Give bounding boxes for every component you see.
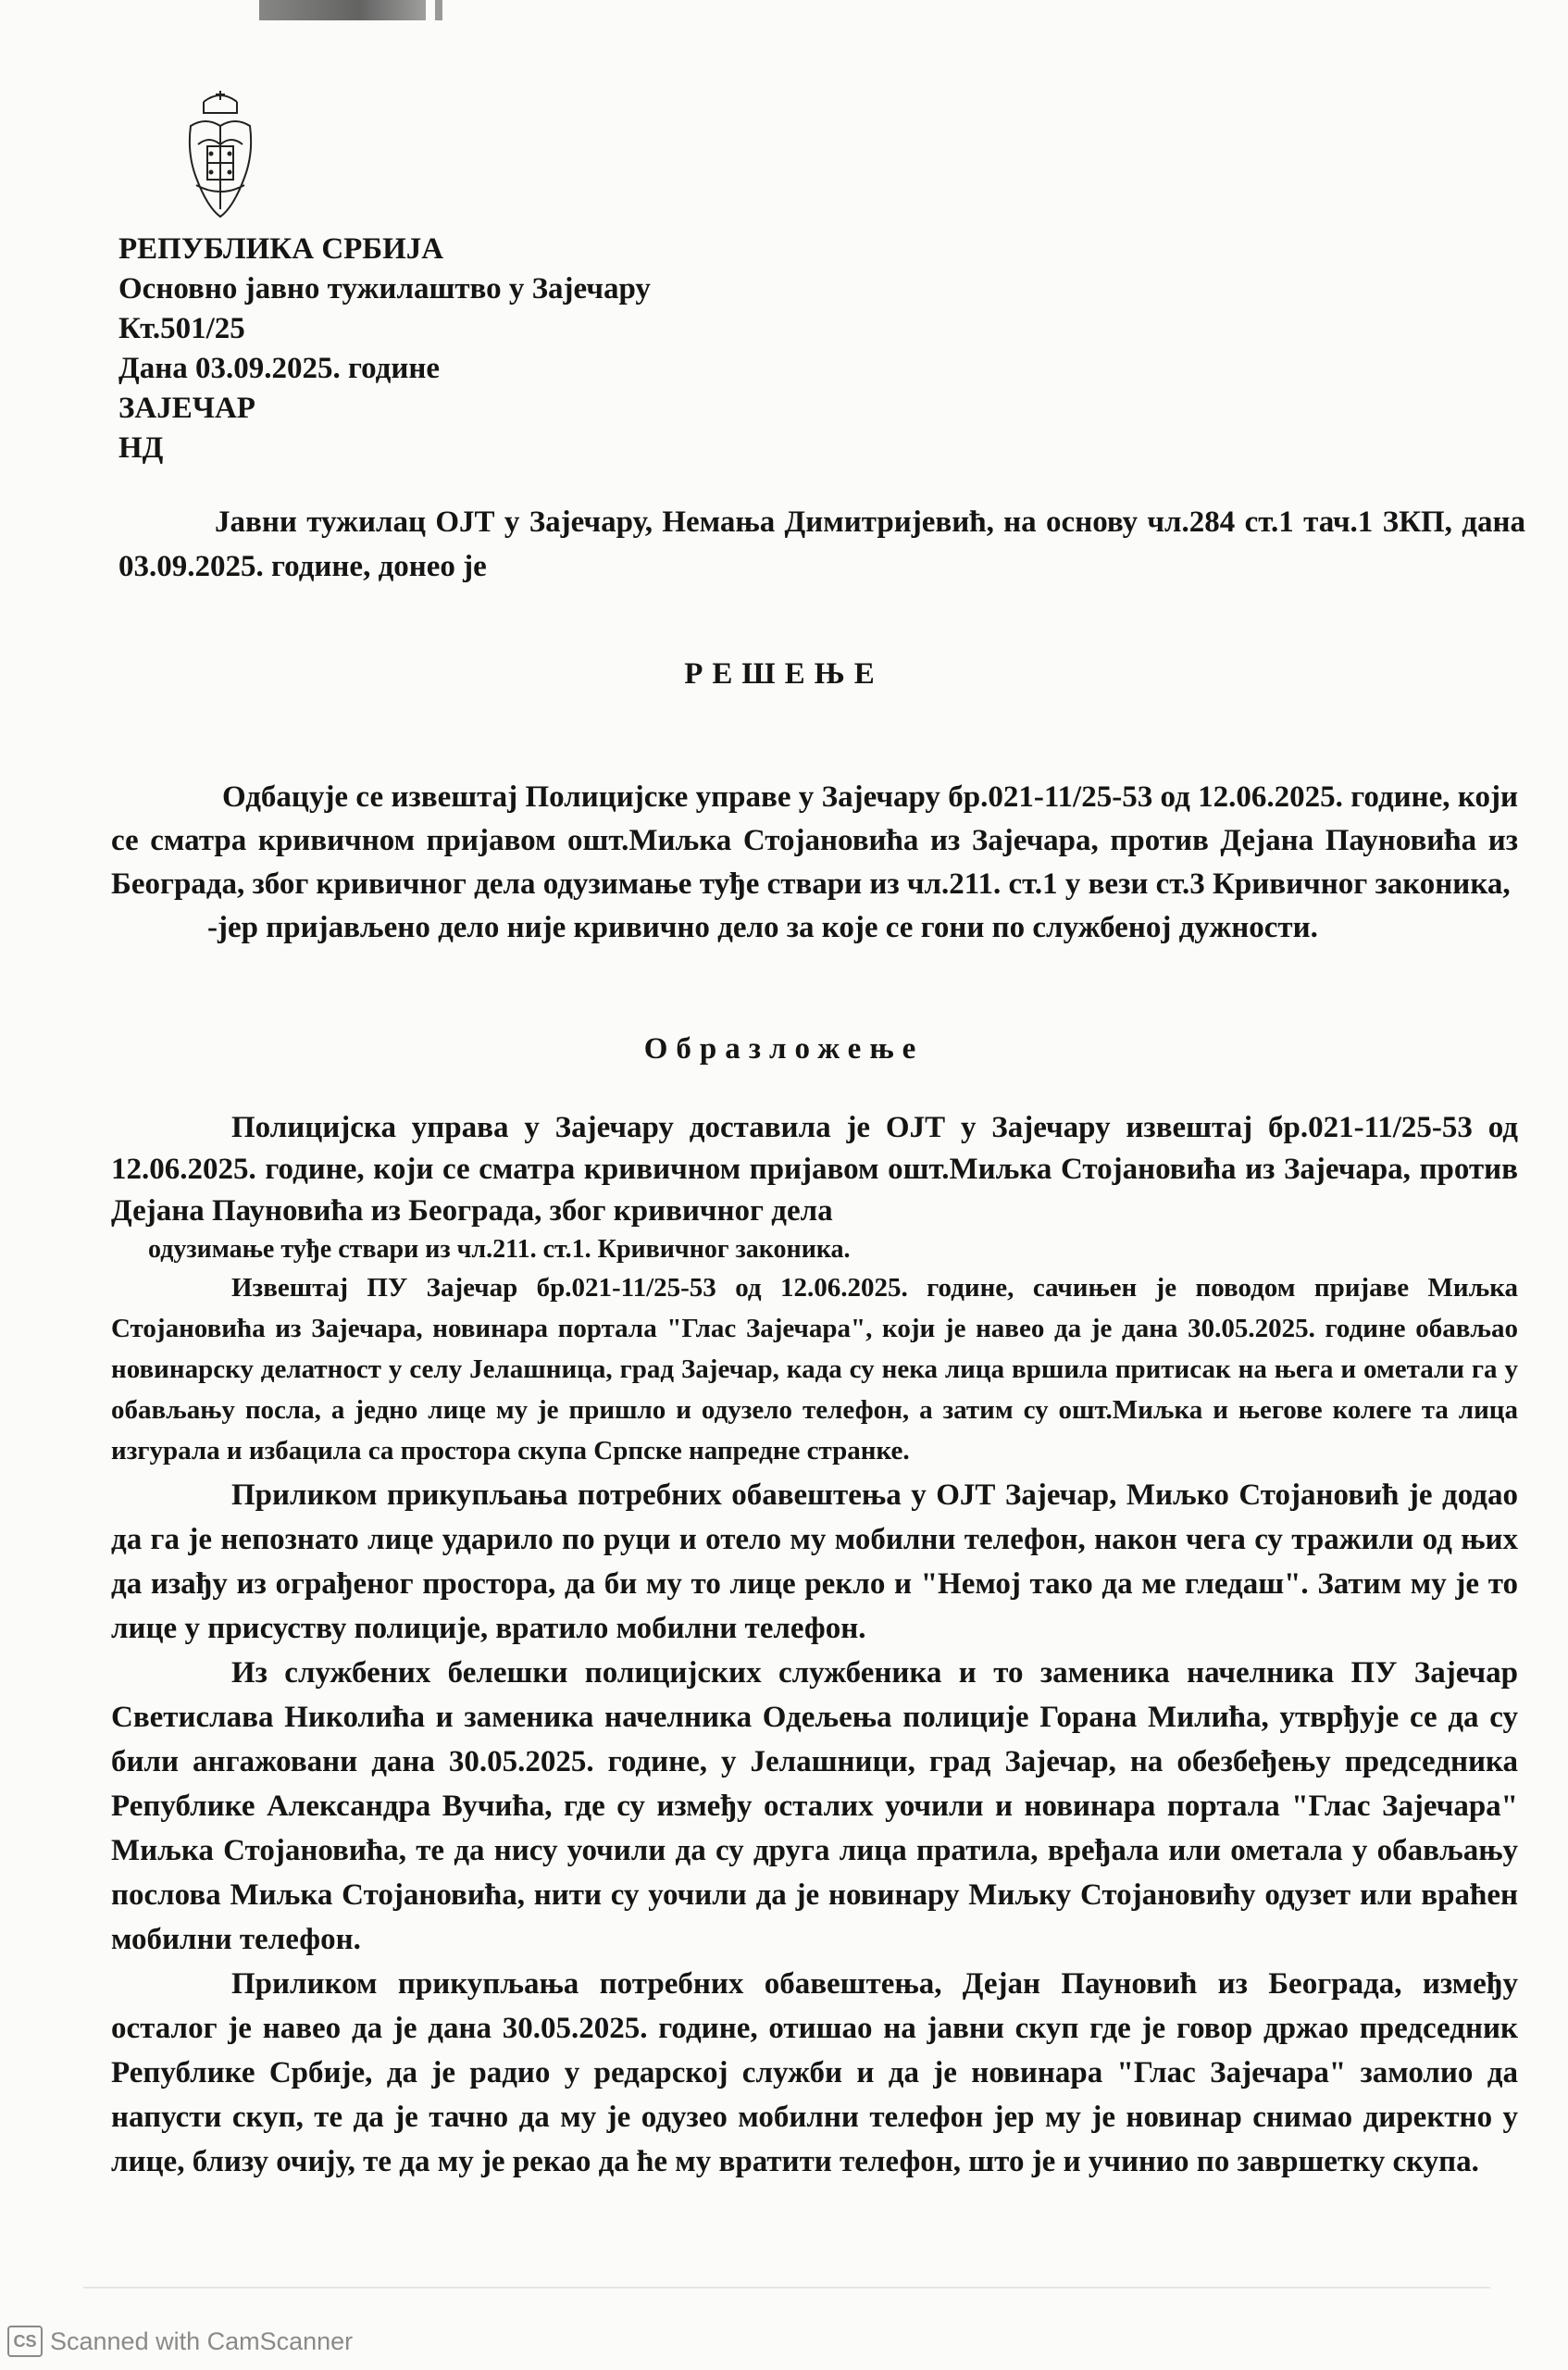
header-office: Основно јавно тужилаштво у Зајечару (118, 272, 651, 306)
reasoning-paragraph-3: Приликом прикупљања потребних обавештења у ОЈТ Зајечар, Миљко Стојановић је додао да га је непознато лице ударило по руци и отело му мобилни телефон, након чега су тражили од њих да изађу из ограђеног простора, да би му то лице рекло и "Немој тако да ме гледаш". Затим му је то лице у присуству полиције, вратило мобилни телефон. (111, 1478, 1518, 1645)
reasoning-paragraph-1: Полицијска управа у Зајечару доставила је ОЈТ у Зајечару извештај бр.021-11/25-53 од 12.06.2025. године, који се сматра кривичном пријавом ошт.Миљка Стојановића из Зајечара, против Дејана Пауновића из Београда, због кривичног дела (111, 1111, 1518, 1228)
header-city: ЗАЈЕЧАР (118, 392, 255, 425)
header-code: НД (118, 431, 164, 465)
scan-artifact-shadow (435, 0, 442, 20)
reasoning-paragraph-4: Из службених белешки полицијских службеника и то заменика начелника ПУ Зајечар Светислава Николића и заменика начелника Одељења полиције Горана Милића, утврђује се да су били ангажовани дана 30.05.2025. године, у Јелашници, град Зајечар, на обезбеђењу председника Републике Александра Вучића, где су између осталих уочили и новинара портала "Глас Зајечара" Миљка Стојановића, те да нису уочили да су друга лица пратила, вређала или ометала у обављању послова Миљка Стојановића, нити су уочили да је новинару Миљку Стојановићу одузет или враћен мобилни телефон. (111, 1656, 1518, 1956)
intro-paragraph (118, 500, 1525, 589)
reasoning-section (111, 1107, 1518, 2184)
coat-of-arms-icon (183, 89, 257, 220)
camscanner-logo-icon: CS (7, 2326, 43, 2357)
decision-title: РЕШЕЊЕ (684, 657, 884, 691)
reasoning-paragraph-2: Извештај ПУ Зајечар бр.021-11/25-53 од 12.06.2025. године, сачињен је поводом пријаве Миљка Стојановића из Зајечара, новинара портала "Глас Зајечара", који је навео да је дана 30.05.2025. године обављао новинарску делатност у селу Јелашница, град Зајечар, када су нека лица вршила притисак на њега и ометали га у обављању посла, а једно лице му је пришло и одузело телефон, а затим су ошт.Миљка и његове колеге та лица изгурала и избацила са простора скупа Српске напредне странке. (111, 1273, 1518, 1466)
reasoning-paragraph-1-continuation: одузимање туђе ствари из чл.211. ст.1. Кривичног законика. (148, 1235, 851, 1264)
header-case-number: Кт.501/25 (118, 312, 245, 345)
watermark-text: Scanned with CamScanner (50, 2326, 354, 2355)
header-date: Дана 03.09.2025. године (118, 352, 441, 385)
scanner-watermark (7, 2325, 353, 2358)
reasoning-paragraph-5: Приликом прикупљања потребних обавештења, Дејан Пауновић из Београда, између осталог је навео да је дана 30.05.2025. године, отишао на јавни скуп где је говор држао председник Републике Србије, да је радио у редарској служби и да је новинара "Глас Зајечара" замолио да напусти скуп, те да је тачно да му је одузео мобилни телефон јер му је новинар снимао директно у лице, близу очију, те да му је рекао да ће му вратити телефон, што је и учинио по завршетку скупа. (111, 1967, 1518, 2178)
disposition-text: Одбацује се извештај Полицијске управе у Зајечару бр.021-11/25-53 од 12.06.2025. године, који се сматра кривичном пријавом ошт.Миљка Стојановића из Зајечара, против Дејана Пауновића из Београда, због кривичног дела одузимање туђе ствари из чл.211. ст.1 у вези ст.3 Кривичног законика, (111, 780, 1518, 901)
disposition-reason: -јер пријављено дело није кривично дело за које се гони по службеној дужности. (207, 911, 1318, 944)
document-header (118, 230, 952, 468)
reasoning-title: Образложење (643, 1032, 925, 1066)
intro-text: Јавни тужилац ОЈТ у Зајечару, Немања Димитријевић, на основу чл.284 ст.1 тач.1 ЗКП, дана 03.09.2025. године, донео је (118, 505, 1525, 583)
disposition-section (111, 776, 1518, 950)
scan-artifact (259, 0, 426, 20)
page-bottom-divider (83, 2287, 1490, 2289)
header-country: РЕПУБЛИКА СРБИЈА (118, 232, 444, 266)
